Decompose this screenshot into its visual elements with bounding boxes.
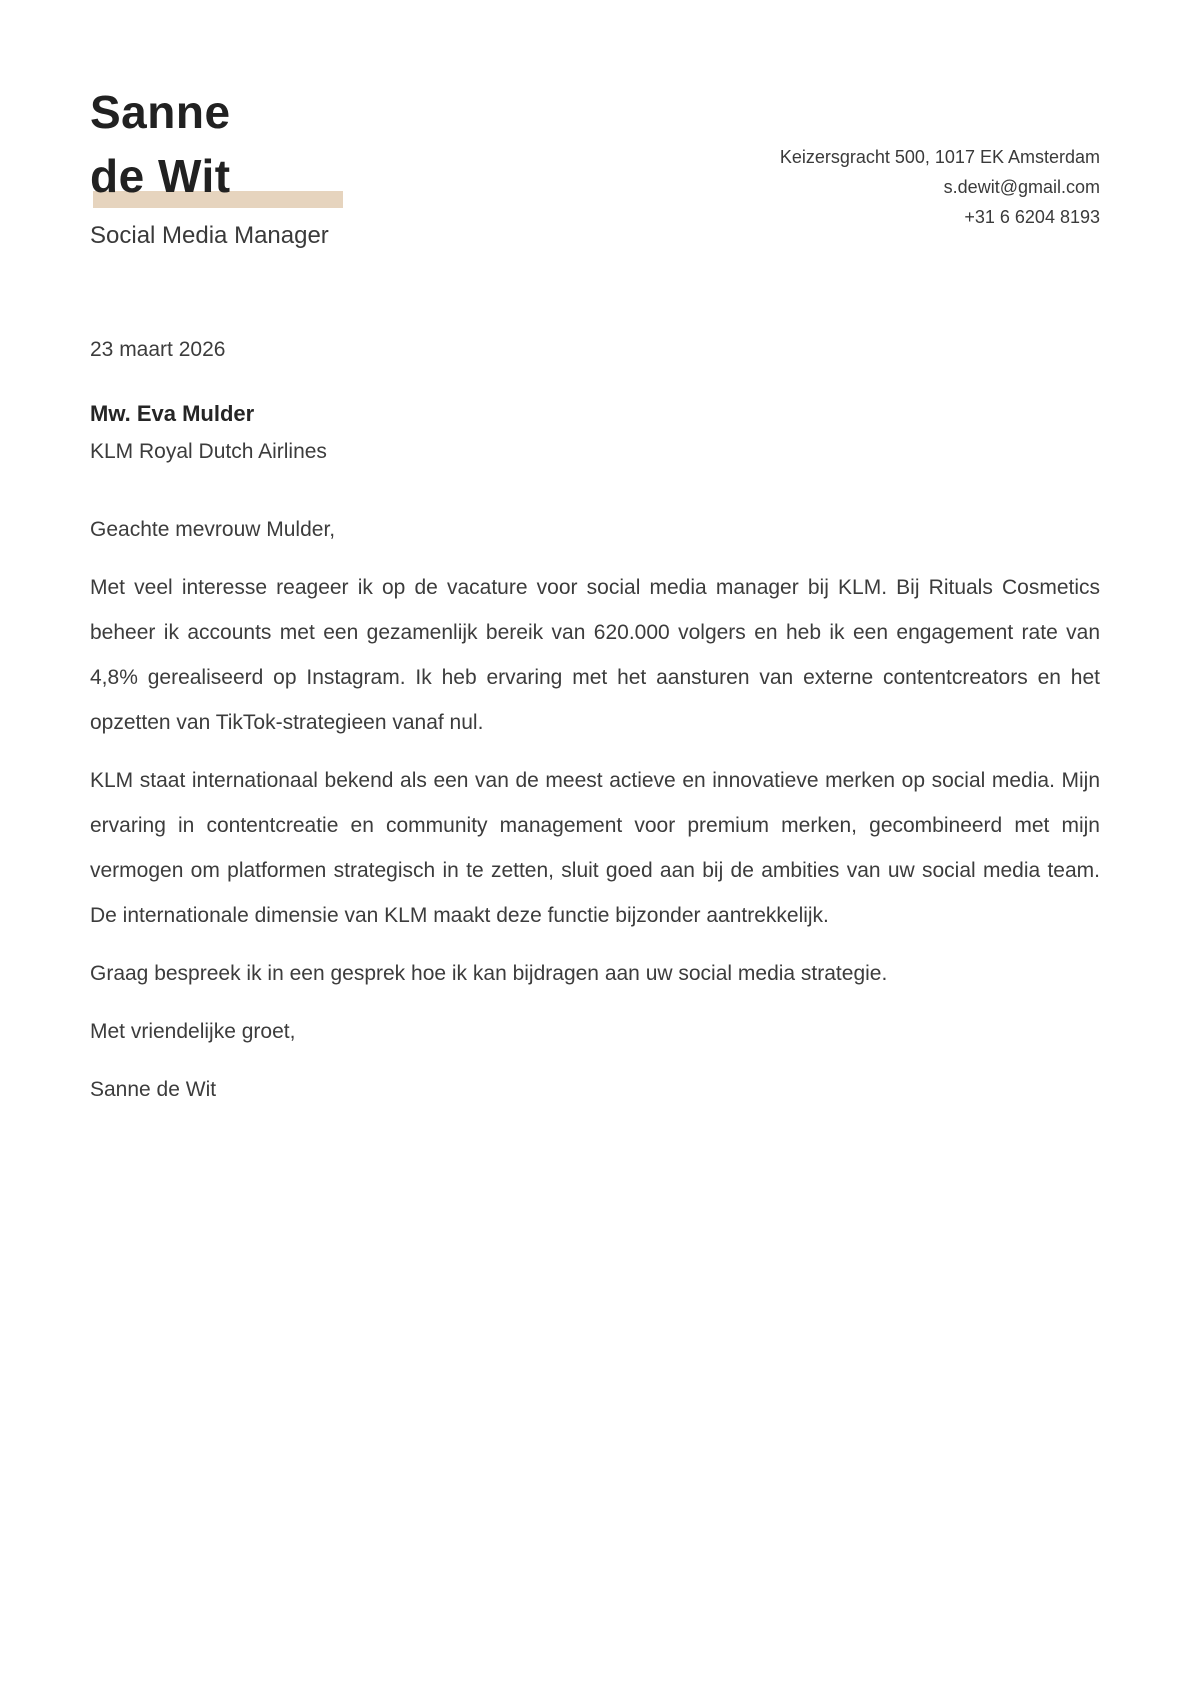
body-paragraph: KLM staat internationaal bekend als een van de meest actieve en innovatieve merken op social media. Mijn ervaring in contentcreatie en community management voor premium merken, gecombineerd met mijn vermogen om platformen strategisch in te zetten, sluit goed aan bij de ambities van uw social media team. De internationale dimensie van KLM maakt deze functie bijzonder aantrekkelijk. <box>90 769 1100 927</box>
sender-name-line2: de Wit <box>90 150 231 202</box>
salutation: Geachte mevrouw Mulder, <box>90 518 336 541</box>
recipient-company: KLM Royal Dutch Airlines <box>90 440 327 463</box>
body-paragraph: Graag bespreek ik in een gesprek hoe ik kan bijdragen aan uw social media strategie. <box>90 962 888 985</box>
contact-email: s.dewit@gmail.com <box>943 177 1100 197</box>
sender-name-line1: Sanne <box>90 86 231 138</box>
body-paragraph: Met veel interesse reageer ik op de vacature voor social media manager bij KLM. Bij Rituals Cosmetics beheer ik accounts met een gezamenlijk bereik van 620.000 volgers en heb ik een engagement rate van 4,8% gerealiseerd op Instagram. Ik heb ervaring met het aansturen van externe contentcreators en het opzetten van TikTok-strategieen vanaf nul. <box>90 576 1100 734</box>
signature-name: Sanne de Wit <box>90 1078 217 1101</box>
closing-line: Met vriendelijke groet, <box>90 1020 296 1043</box>
contact-address: Keizersgracht 500, 1017 EK Amsterdam <box>779 147 1100 167</box>
recipient-block <box>90 395 1100 471</box>
contact-block <box>780 142 1100 232</box>
letter-header <box>90 80 1100 251</box>
letter-body <box>90 507 1100 1112</box>
sender-name-block <box>90 80 329 251</box>
contact-phone: +31 6 6204 8193 <box>964 207 1100 227</box>
recipient-name: Mw. Eva Mulder <box>90 401 255 426</box>
letter-date: 23 maart 2026 <box>90 338 226 361</box>
sender-name <box>90 80 329 208</box>
sender-job-title: Social Media Manager <box>90 222 329 249</box>
